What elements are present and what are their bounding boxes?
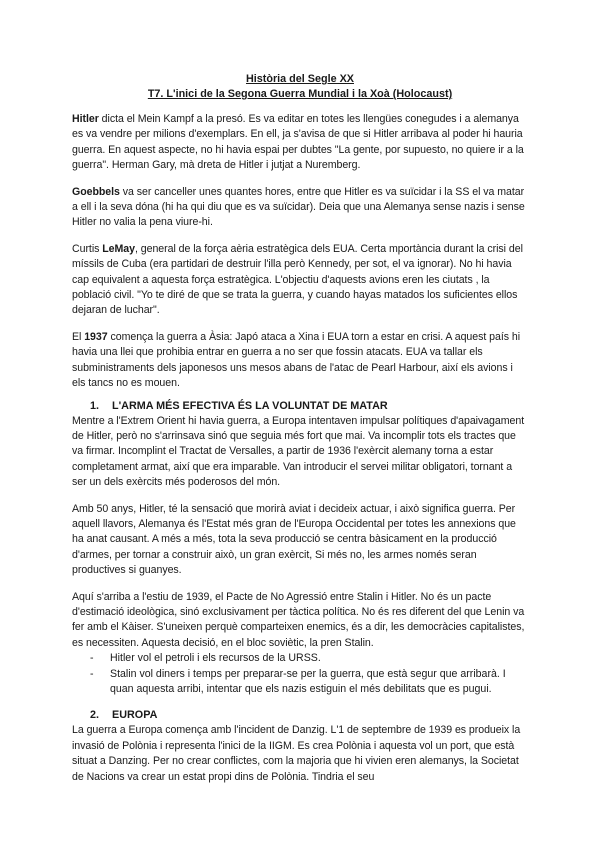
section-heading-2 bbox=[72, 708, 528, 723]
paragraph-lead: Goebbels bbox=[72, 185, 120, 198]
paragraph-lead: LeMay bbox=[102, 242, 135, 255]
paragraph-text: comença la guerra a Àsia: Japó ataca a Xina i EUA torn a estar en crisi. A aquest país hi havia una llei que prohibia entrar en guerra a no ser que fossin atacats. EUA va tallar els subministraments dels japonesos uns mesos abans de l'atac de Pearl Harbour, així els avions i els tancs no es mouen. bbox=[72, 330, 521, 390]
document-page bbox=[72, 72, 528, 796]
list-item bbox=[72, 651, 528, 666]
list-item bbox=[72, 667, 528, 698]
list-item-text: Hitler vol el petroli i els recursos de la URSS. bbox=[110, 652, 321, 665]
section-number: 1. bbox=[90, 399, 100, 412]
dash-bullet: - bbox=[90, 667, 94, 680]
paragraph-text: dicta el Mein Kampf a la presó. Es va editar en totes les llengües conegudes i a alemanya es va vendre per milions d'exemplars. En ell, ja s'avisa de que si Hitler arribava al poder hi hauria guerra. En aquest aspecte, no hi havia espai per dubtes "La gente, por supuesto, no quiere ir a la guerra". Herman Gary, mà dreta de Hitler i jutjat a Nuremberg. bbox=[72, 113, 524, 172]
paragraph-lemay bbox=[72, 242, 528, 319]
section1-paragraph: Mentre a l'Extrem Orient hi havia guerra, a Europa intentaven impulsar polítiques d'apaivagament de Hitler, però no s'arrinsava sinó que seguia més fort que mai. Va incomplir tots els tractes que va firmar. Incomplint el Tractat de Versalles, a partir de 1936 l'exèrcit alemany torna a estar completament armat, així que era imparable. Van introducir el servei militar obligatori, tornant a ser un dels exèrcits més poderosos del món. bbox=[72, 414, 525, 489]
list-item-text: Stalin vol diners i temps per preparar-se per la guerra, que està segur que arribarà. I quan aquesta arribi, intentar que els nazis estiguin el més debilitats que es pugui. bbox=[110, 667, 506, 695]
paragraph-1937 bbox=[72, 330, 528, 392]
paragraph-pre: Curtis bbox=[72, 242, 103, 255]
paragraph-pre: El bbox=[72, 330, 85, 343]
paragraph-text: va ser canceller unes quantes hores, entre que Hitler es va suïcidar i la SS el va matar a ell i la seva dóna (hi ha qui diu que es va suïcidar). Deia que una Alemanya sense nazis i sense Hitler no valia la pena viure-hi. bbox=[72, 185, 525, 229]
section1-paragraph: Aquí s'arriba a l'estiu de 1939, el Pacte de No Agressió entre Stalin i Hitler. No és un pacte d'estimació ideològica, sinó exclusivament per tàctica política. No és res diferent del que Lenin va fer amb el Kàiser. S'uneixen perquè comparteixen enemics, és a dir, les democràcies capitalistes, es necessiten. Aquesta decisió, en el bloc soviètic, la pren Stalin. bbox=[72, 590, 525, 649]
topic-title: T7. L'inici de la Segona Guerra Mundial i la Xoà (Holocaust) bbox=[147, 88, 453, 100]
paragraph-lead: 1937 bbox=[84, 330, 108, 343]
section-heading-text: L'ARMA MÉS EFECTIVA ÉS LA VOLUNTAT DE MATAR bbox=[112, 399, 388, 412]
paragraph-lead: Hitler bbox=[72, 113, 99, 125]
section1-paragraph: Amb 50 anys, Hitler, té la sensació que morirà aviat i decideix actuar, i això significa guerra. Per aquell llavors, Alemanya és l'Estat més gran de l'Europa Occidental per totes les annexions que ha anat causant. A més a més, tota la seva producció se centra bàsicament en la producció d'armes, per tornar a construir això, un gran exèrcit, Si més no, les armes només seran productives si guanyes. bbox=[72, 502, 516, 577]
paragraph-hitler bbox=[72, 112, 528, 174]
paragraph-text: , general de la força aèria estratègica dels EUA. Certa mportància durant la crisi del míssils de Cuba (era partidari de destruir l'illa però Kennedy, per sot, el va ignorar). No hi havia cap equivalent a aquesta força estratègica. L'objectiu d'aquests avions eren les ciutats , la població civil. "Yo te diré de que se trata la guerra, y cuando hayas matados los suficientes ellos dejaran de luchar". bbox=[72, 242, 523, 317]
section2-paragraph: La guerra a Europa comença amb l'incident de Danzig. L'1 de septembre de 1939 es produeix la invasió de Polònia i representa l'inici de la IIGM. Es crea Polònia i aquesta vol un port, que està situat a Danzing. Per no crear conflictes, com la majoria que hi vivien eren alemanys, la Societat de Nacions va crear un estat propi dins de Polònia. Tindria el seu bbox=[72, 724, 521, 783]
section-heading-1 bbox=[72, 399, 528, 414]
course-title: Història del Segle XX bbox=[245, 73, 354, 85]
spacer bbox=[72, 102, 528, 112]
dash-bullet: - bbox=[90, 652, 94, 665]
section-heading-text: EUROPA bbox=[112, 709, 158, 722]
paragraph-goebbels bbox=[72, 185, 528, 231]
section-number: 2. bbox=[90, 709, 100, 722]
bullet-list bbox=[72, 651, 528, 697]
